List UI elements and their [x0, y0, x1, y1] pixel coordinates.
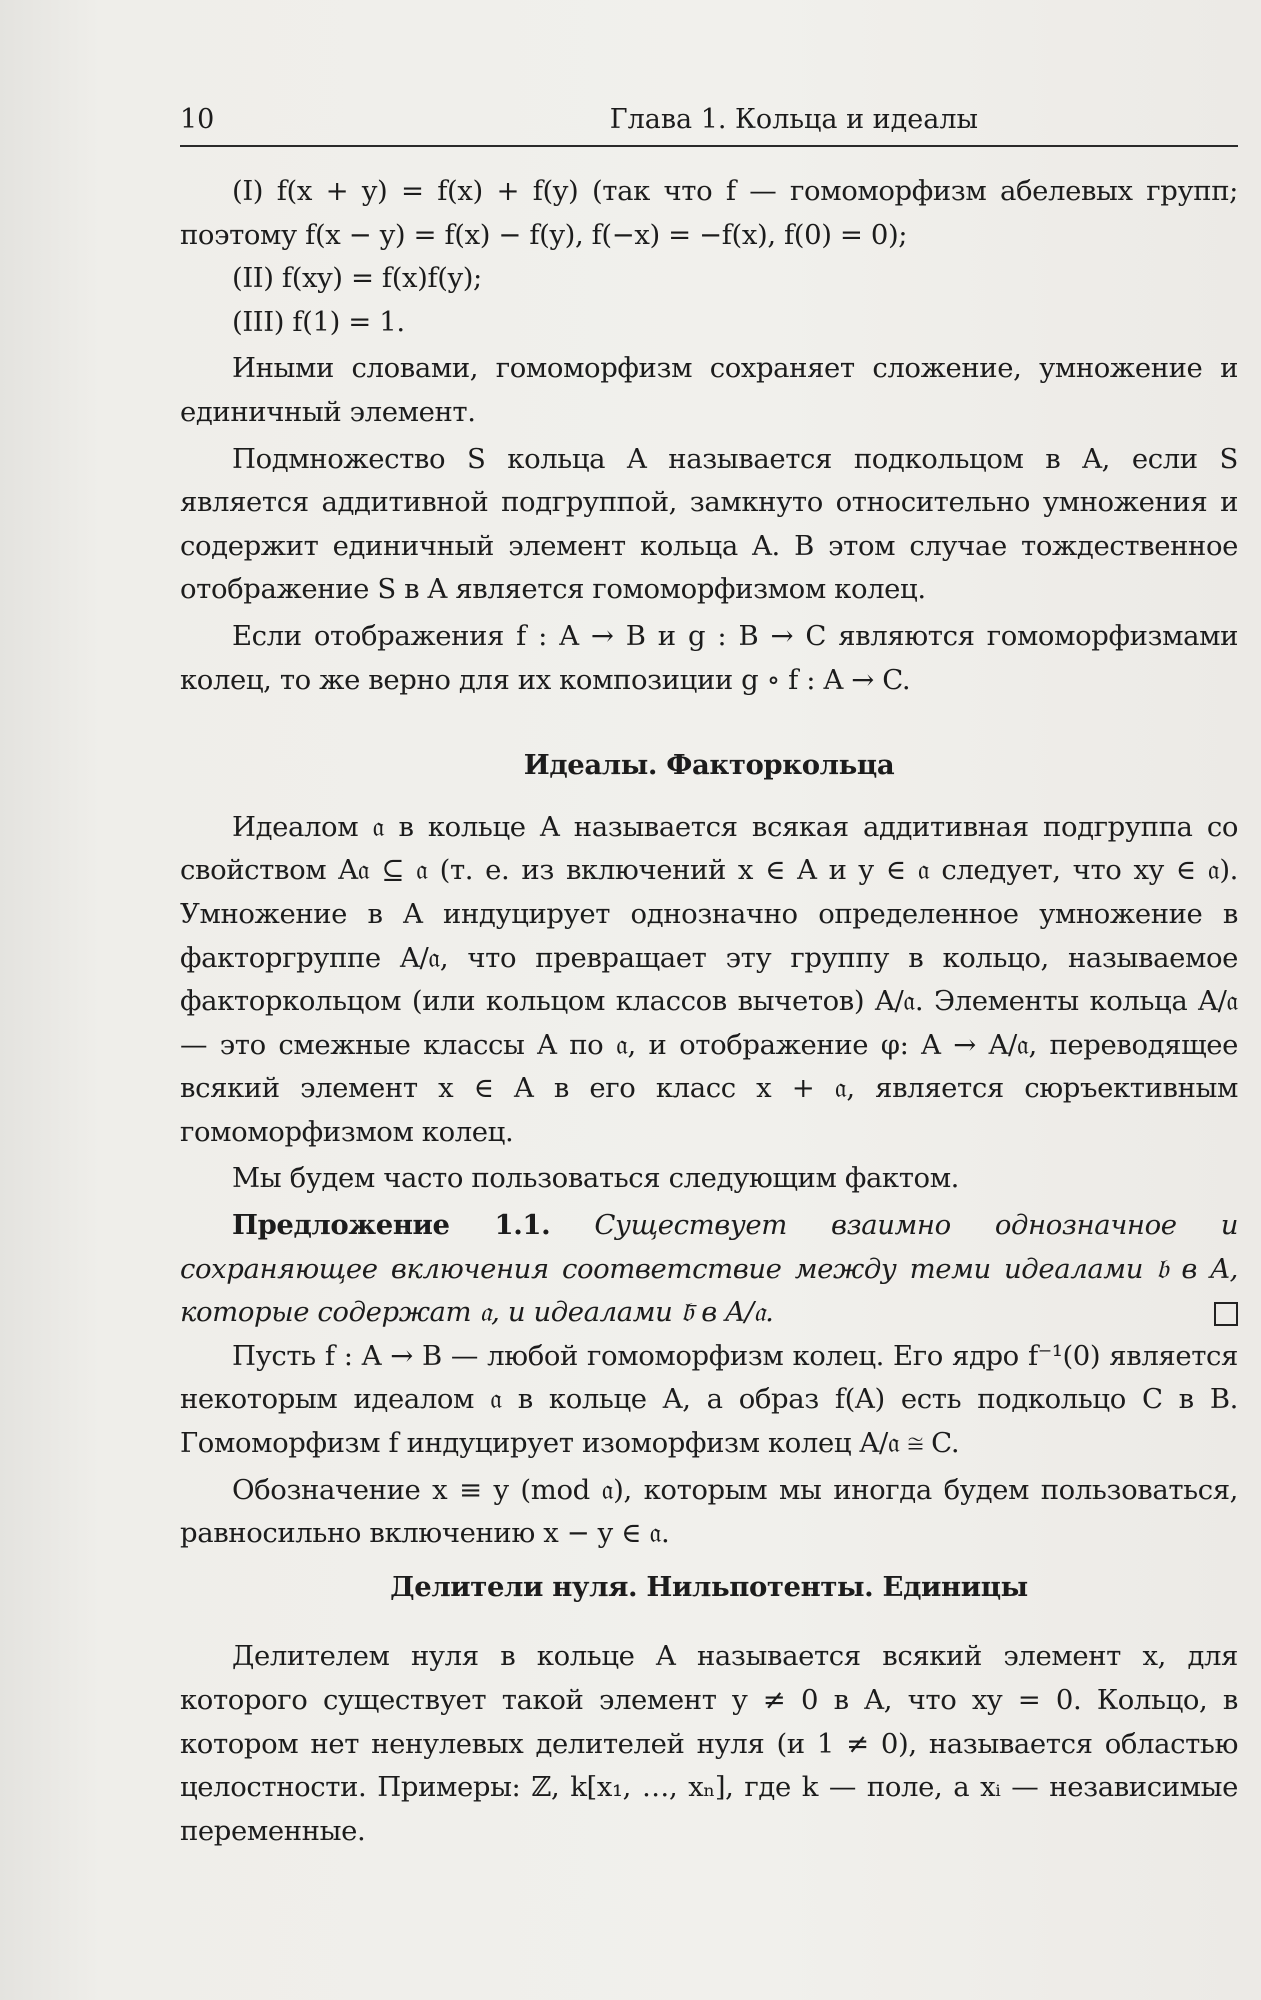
- paragraph: Иными словами, гомоморфизм сохраняет сложение, умножение и единичный элемент.: [180, 352, 1238, 428]
- paragraph: Подмножество S кольца A называется подкольцом в A, если S является аддитивной подгруппой, замкнуто относительно умножения и содержит единичный элемент кольца A. В этом случае тождественное отображение S в A является гомоморфизмом колец.: [180, 442, 1238, 606]
- paragraph: Делителем нуля в кольце A называется всякий элемент x, для которого существует такой элемент y ≠ 0 в A, что xy = 0. Кольцо, в котором нет ненулевых делителей нуля (и 1 ≠ 0), называется областью целостности. Примеры: ℤ, k[x₁, …, xₙ], где k — поле, а xᵢ — независимые переменные.: [180, 1640, 1238, 1847]
- running-header: [180, 104, 1240, 135]
- paragraph: Пусть f : A → B — любой гомоморфизм колец. Его ядро f⁻¹(0) является некоторым идеалом 𝔞 в кольце A, а образ f(A) есть подкольцо C в B. Гомоморфизм f индуцирует изоморфизм колец A/𝔞 ≅ C.: [180, 1339, 1238, 1460]
- proposition: [180, 1204, 1238, 1335]
- chapter-title: Глава 1. Кольца и идеалы: [609, 104, 978, 135]
- proposition-text: Существует взаимно однозначное и сохраняющее включения соответствие между теми идеалами 𝔟 в A, которые содержат 𝔞, и идеалами 𝔟̄ в A/𝔞.: [180, 1209, 1239, 1329]
- paragraph: Мы будем часто пользоваться следующим фактом.: [232, 1162, 960, 1195]
- paragraph: (II) f(xy) = f(x)f(y);: [232, 262, 482, 295]
- paragraph: Обозначение x ≡ y (mod 𝔞), которым мы иногда будем пользоваться, равносильно включению x − y ∈ 𝔞.: [180, 1473, 1238, 1550]
- paragraph: Если отображения f : A → B и g : B → C являются гомоморфизмами колец, то же верно для их композиции g ∘ f : A → C.: [180, 619, 1238, 696]
- section-heading: Делители нуля. Нильпотенты. Единицы: [390, 1570, 1028, 1603]
- main-text: [180, 170, 1238, 1853]
- paragraph: (I) f(x + y) = f(x) + f(y) (так что f — гомоморфизм абелевых групп; поэтому f(x − y) = f(x) − f(y), f(−x) = −f(x), f(0) = 0);: [180, 175, 1238, 251]
- section-heading: Идеалы. Факторкольца: [523, 749, 895, 782]
- paragraph: (III) f(1) = 1.: [232, 305, 405, 338]
- proposition-label: Предложение 1.1.: [232, 1209, 551, 1242]
- end-of-proof-icon: [1214, 1302, 1238, 1326]
- header-rule: [180, 145, 1238, 147]
- page-number: 10: [180, 104, 215, 135]
- paragraph: Идеалом 𝔞 в кольце A называется всякая аддитивная подгруппа со свойством A𝔞 ⊆ 𝔞 (т. е. из включений x ∈ A и y ∈ 𝔞 следует, что xy ∈ 𝔞). Умножение в A индуцирует однозначно определенное умножение в факторгруппе A/𝔞, что превращает эту группу в кольцо, называемое факторкольцом (или кольцом классов вычетов) A/𝔞. Элементы кольца A/𝔞 — это смежные классы A по 𝔞, и отображение φ: A → A/𝔞, переводящее всякий элемент x ∈ A в его класс x + 𝔞, является сюръективным гомоморфизмом колец.: [180, 810, 1238, 1148]
